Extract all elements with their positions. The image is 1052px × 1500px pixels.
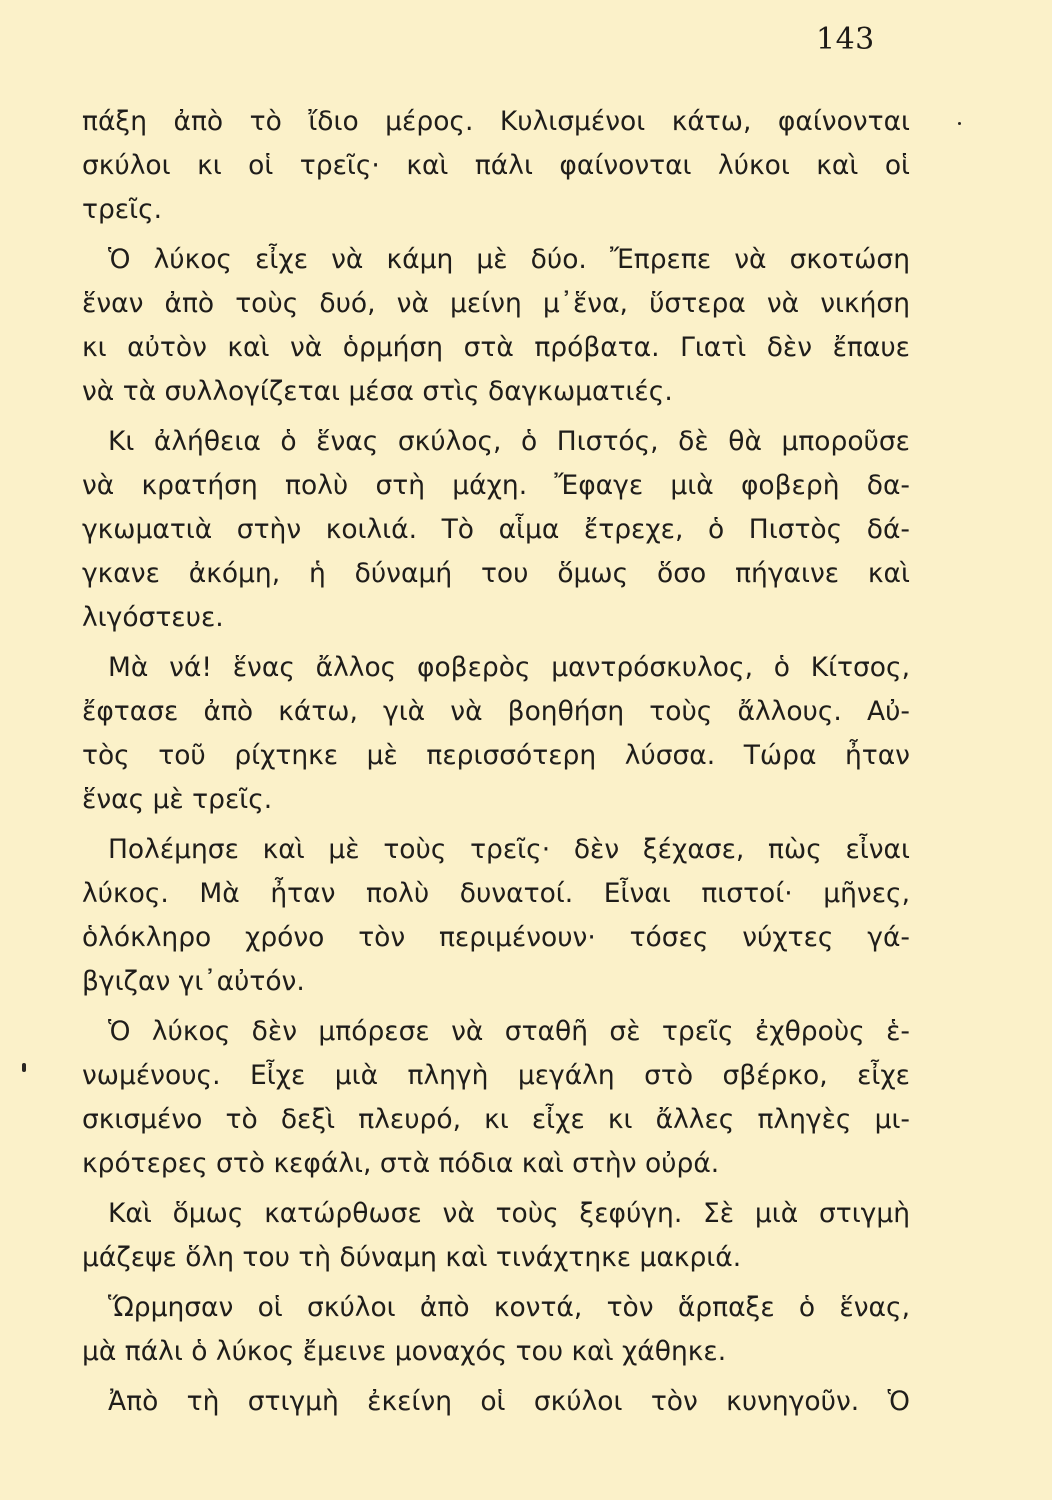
text-line: γκωματιὰ στὴν κοιλιά. Τὸ αἷμα ἔτρεχε, ὁ Πιστὸς δά- [82, 514, 910, 545]
text-line: γκανε ἀκόμη, ἡ δύναμή του ὅμως ὅσο πήγαινε καὶ [82, 558, 910, 589]
text-line: ἔφτασε ἀπὸ κάτω, γιὰ νὰ βοηθήση τοὺς ἄλλους. Αὐ- [82, 696, 910, 727]
text-line: Πολέμησε καὶ μὲ τοὺς τρεῖς· δὲν ξέχασε, πὼς εἶναι [108, 834, 910, 865]
text-line: πάξη ἀπὸ τὸ ἴδιο μέρος. Κυλισμένοι κάτω, φαίνονται [82, 106, 910, 137]
text-line: λύκος. Μὰ ἦταν πολὺ δυνατοί. Εἶναι πιστοί· μῆνες, [82, 878, 910, 909]
text-line: μὰ πάλι ὁ λύκος ἔμεινε μοναχός του καὶ χάθηκε. [82, 1336, 727, 1367]
margin-mark [958, 122, 961, 125]
text-line: κι αὐτὸν καὶ νὰ ὁρμήση στὰ πρόβατα. Γιατὶ δὲν ἔπαυε [82, 332, 910, 363]
text-line: ὁλόκληρο χρόνο τὸν περιμένουν· τόσες νύχτες γά- [82, 922, 910, 953]
text-line: σκύλοι κι οἱ τρεῖς· καὶ πάλι φαίνονται λύκοι καὶ οἱ [82, 150, 910, 181]
text-line: σκισμένο τὸ δεξὶ πλευρό, κι εἶχε κι ἄλλες πληγὲς μι- [82, 1104, 910, 1135]
text-line: τρεῖς. [82, 194, 163, 225]
text-line: ἕναν ἀπὸ τοὺς δυό, νὰ μείνη μ᾽ἕνα, ὕστερα νὰ νικήση [82, 288, 910, 319]
text-line: Ὥρμησαν οἱ σκύλοι ἀπὸ κοντά, τὸν ἅρπαξε ὁ ἕνας, [108, 1292, 910, 1323]
text-line: Ὁ λύκος δὲν μπόρεσε νὰ σταθῆ σὲ τρεῖς ἐχθροὺς ἑ- [108, 1016, 910, 1047]
text-line: Ὁ λύκος εἶχε νὰ κάμη μὲ δύο. Ἔπρεπε νὰ σκοτώση [108, 244, 910, 275]
text-line: νὰ κρατήση πολὺ στὴ μάχη. Ἔφαγε μιὰ φοβερὴ δα- [82, 470, 910, 501]
text-line: Κι ἀλήθεια ὁ ἕνας σκύλος, ὁ Πιστός, δὲ θὰ μποροῦσε [108, 426, 910, 457]
margin-mark [22, 1063, 26, 1072]
text-line: νωμένους. Εἶχε μιὰ πληγὴ μεγάλη στὸ σβέρκο, εἶχε [82, 1060, 910, 1091]
body-text [82, 100, 910, 1424]
text-line: τὸς τοῦ ρίχτηκε μὲ περισσότερη λύσσα. Τώρα ἦταν [82, 740, 910, 771]
text-line: μάζεψε ὅλη του τὴ δύναμη καὶ τινάχτηκε μακριά. [82, 1242, 742, 1273]
text-line: λιγόστευε. [82, 602, 224, 633]
text-line: Καὶ ὅμως κατώρθωσε νὰ τοὺς ξεφύγη. Σὲ μιὰ στιγμὴ [108, 1198, 910, 1229]
text-line: νὰ τὰ συλλογίζεται μέσα στὶς δαγκωματιές. [82, 376, 673, 407]
text-line: Ἀπὸ τὴ στιγμὴ ἐκείνη οἱ σκύλοι τὸν κυνηγοῦν. Ὁ [108, 1386, 910, 1417]
text-line: Μὰ νά! ἕνας ἄλλος φοβερὸς μαντρόσκυλος, ὁ Κίτσος, [108, 652, 910, 683]
page-number: 143 [816, 22, 875, 57]
text-line: κρότερες στὸ κεφάλι, στὰ πόδια καὶ στὴν οὐρά. [82, 1148, 720, 1179]
text-line: ἕνας μὲ τρεῖς. [82, 784, 273, 815]
text-line: βγιζαν γι᾽αὐτόν. [82, 966, 305, 997]
